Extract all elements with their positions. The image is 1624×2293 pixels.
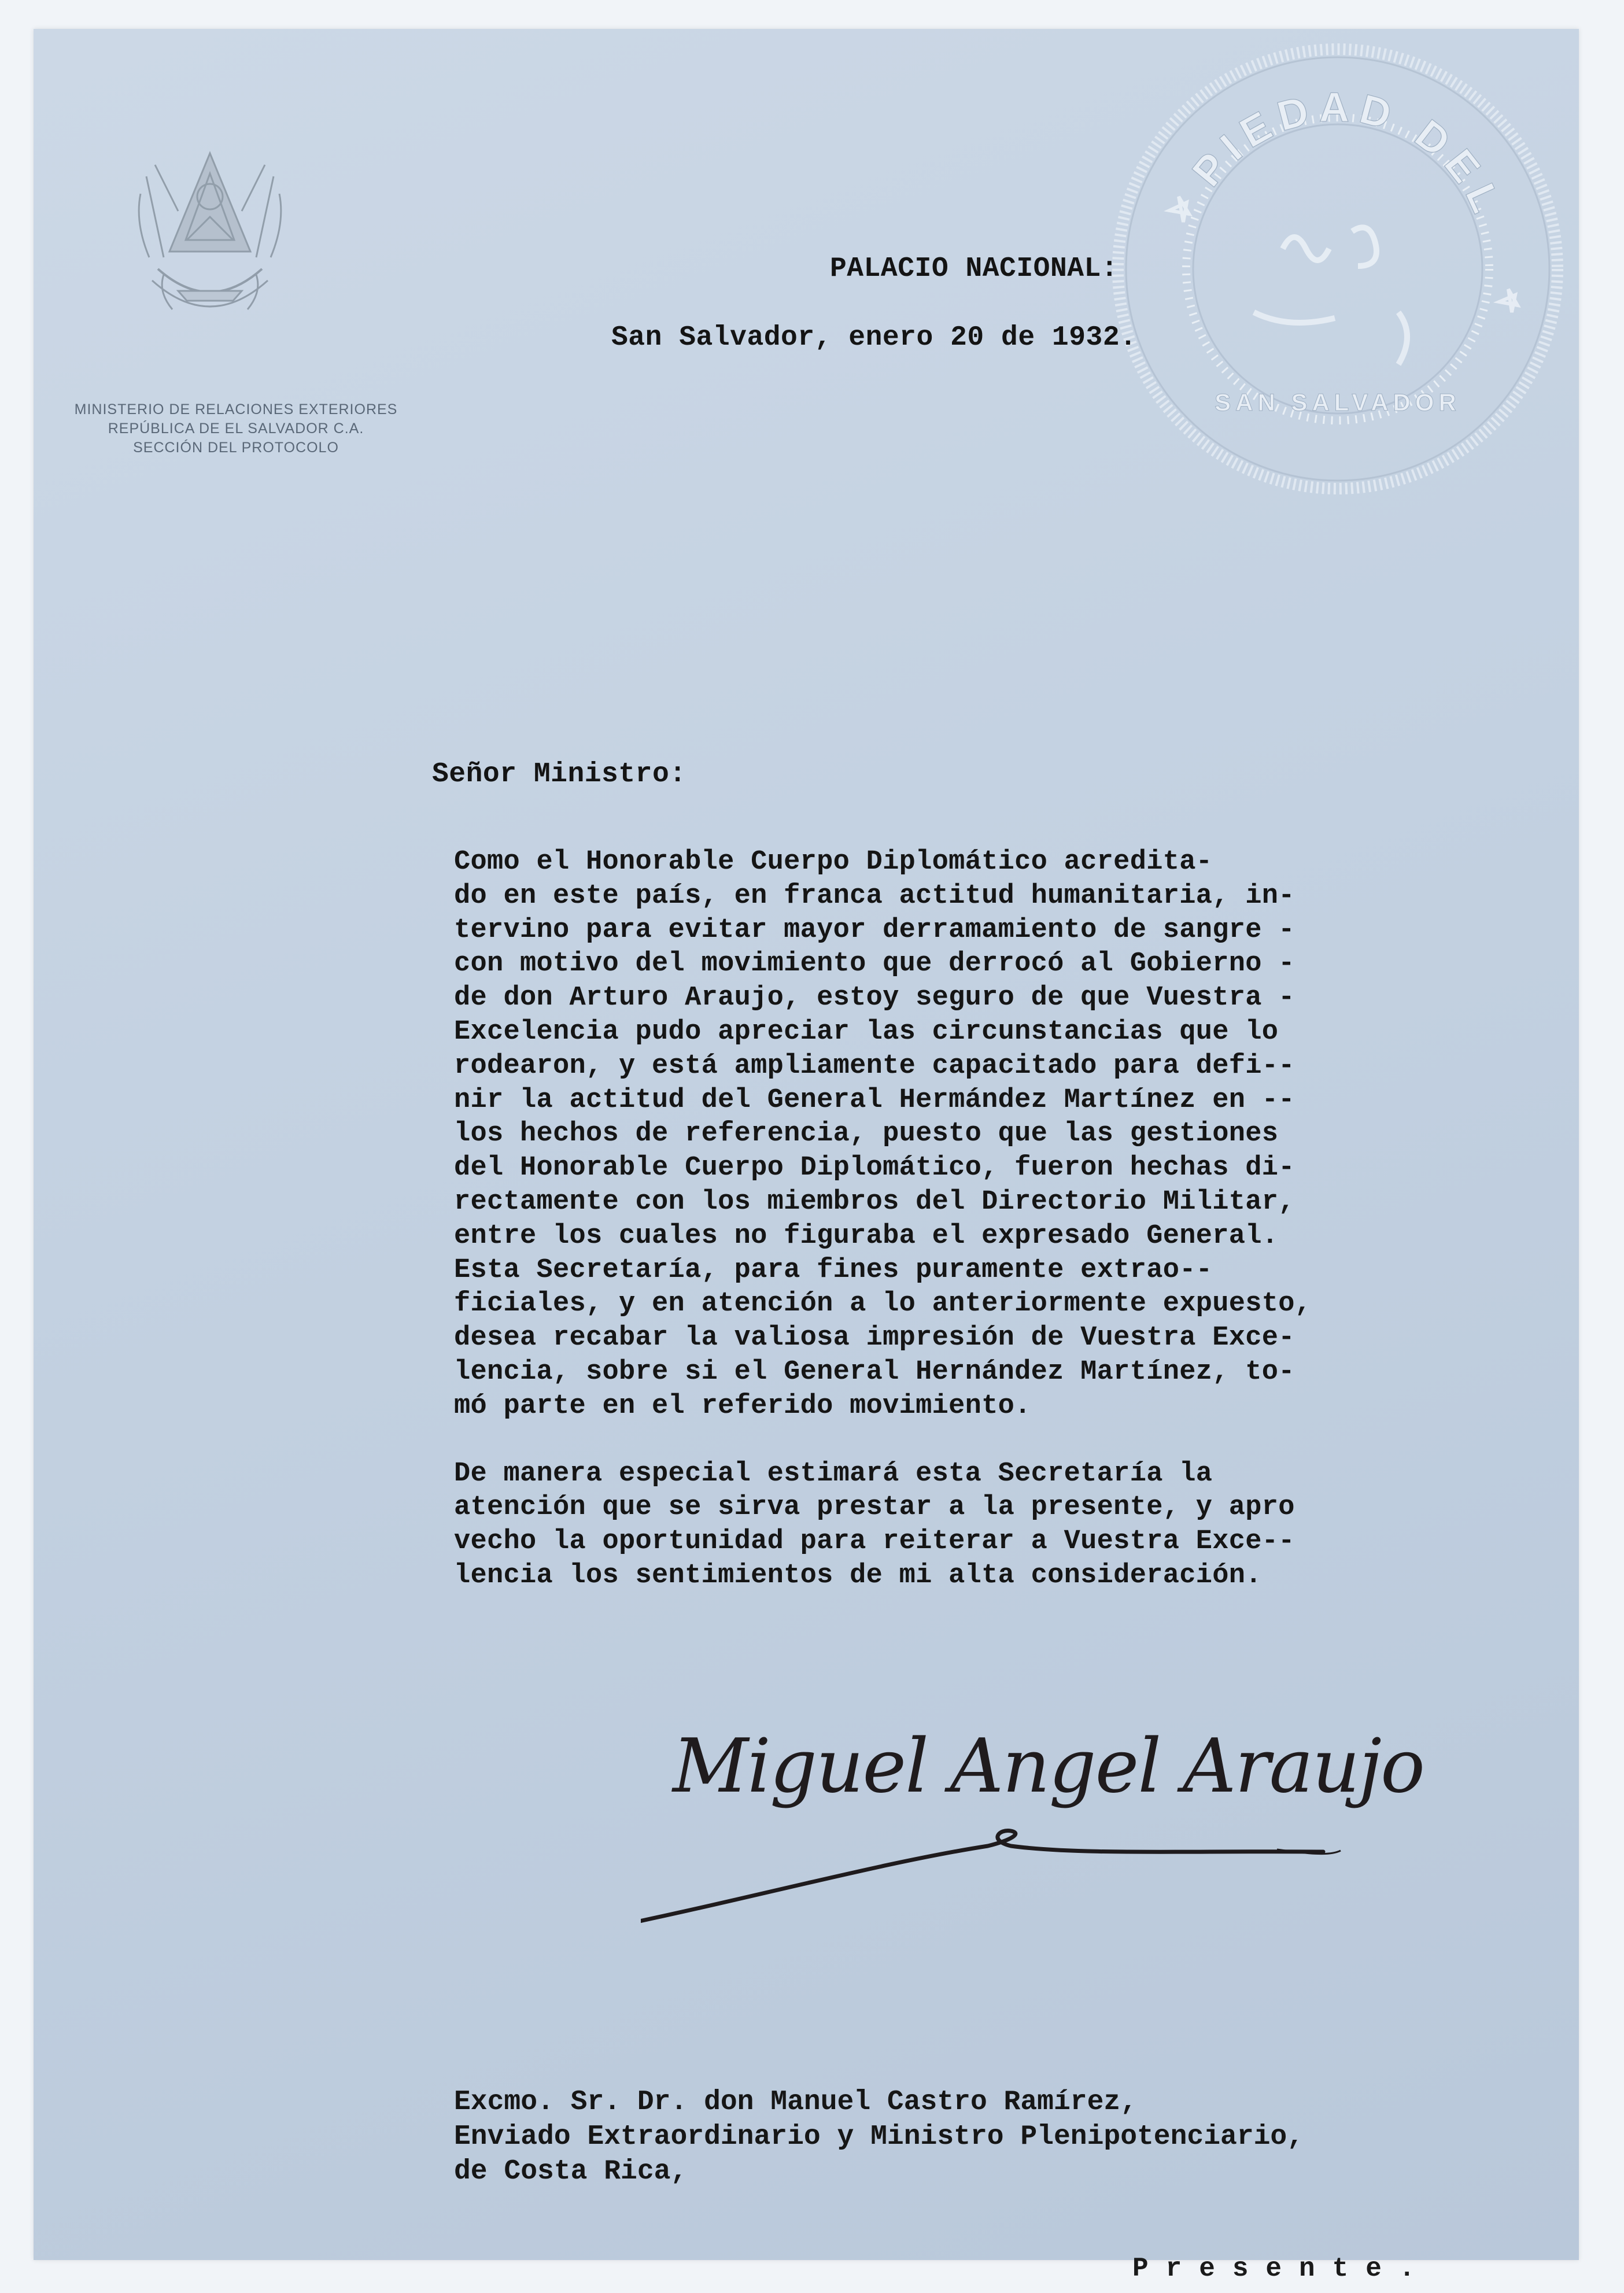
seal-legend: PIEDAD DEL [1183,84,1513,227]
body-line: desea recabar la valiosa impresión de Vuestra Exce- [454,1323,1295,1354]
paragraph [454,1254,1495,1424]
signature [641,1689,1450,1955]
signature-name: Miguel Angel Araujo [673,1723,1424,1810]
body-line: tervino para evitar mayor derramamiento de sangre - [454,914,1295,946]
ministry-letterhead [60,400,412,457]
body-line: vecho la oportunidad para reiterar a Vuestra Exce-- [454,1526,1295,1557]
paragraph [454,1457,1495,1593]
body-line: del Honorable Cuerpo Diplomático, fueron hechas di- [454,1153,1295,1184]
body-line: atención que se sirva prestar a la presente, y apro [454,1492,1295,1523]
salutation: Señor Ministro: [432,759,686,790]
body-line: Excelencia pudo apreciar las circunstancias que lo [454,1016,1279,1047]
body-line: rectamente con los miembros del Directorio Militar, [454,1186,1295,1217]
body-line: lencia los sentimientos de mi alta consideración. [454,1560,1262,1591]
body-line: con motivo del movimiento que derrocó al Gobierno - [454,948,1295,980]
seal-inner-text: SAN SALVADOR [1215,389,1461,416]
recipient-line: Excmo. Sr. Dr. don Manuel Castro Ramírez, [454,2087,1137,2118]
paragraph [454,845,1495,1254]
body-line: de don Arturo Araujo, estoy seguro de que Vuestra - [454,983,1295,1014]
recipient-block [454,2085,1304,2189]
embossed-seal-icon [1109,40,1566,497]
ministry-line: SECCIÓN DEL PROTOCOLO [133,440,339,456]
letter-body [454,845,1495,1593]
body-line: los hechos de referencia, puesto que las gestiones [454,1118,1279,1150]
body-line: Esta Secretaría, para fines puramente extrao-- [454,1254,1213,1286]
body-line: lencia, sobre si el General Hernández Martínez, to- [454,1356,1295,1387]
palace-heading: PALACIO NACIONAL: [830,253,1119,285]
letter-paper [34,29,1579,2284]
body-line: rodearon, y está ampliamente capacitado para defi-- [454,1050,1295,1081]
body-line: De manera especial estimará esta Secretaría la [454,1458,1213,1489]
closing-presente: Presente. [1132,2254,1433,2284]
ministry-line: MINISTERIO DE RELACIONES EXTERIORES [74,401,398,418]
body-line: Como el Honorable Cuerpo Diplomático acredita- [454,847,1213,877]
ministry-line: REPÚBLICA DE EL SALVADOR C.A. [108,420,364,437]
body-line: do en este país, en franca actitud humanitaria, in- [454,880,1295,911]
body-line: ficiales, y en atención a lo anteriormente expuesto, [454,1288,1312,1320]
body-line: nir la actitud del General Hermández Martínez en -- [454,1084,1295,1116]
body-line: mó parte en el referido movimiento. [454,1390,1031,1421]
body-line: entre los cuales no figuraba el expresado General. [454,1220,1279,1251]
letter-date: San Salvador, enero 20 de 1932. [611,322,1137,353]
signature-flourish-icon [641,1689,1450,1955]
coat-of-arms-icon [123,142,297,350]
recipient-line: de Costa Rica, [454,2156,688,2187]
recipient-line: Enviado Extraordinario y Ministro Plenipotenciario, [454,2121,1304,2152]
